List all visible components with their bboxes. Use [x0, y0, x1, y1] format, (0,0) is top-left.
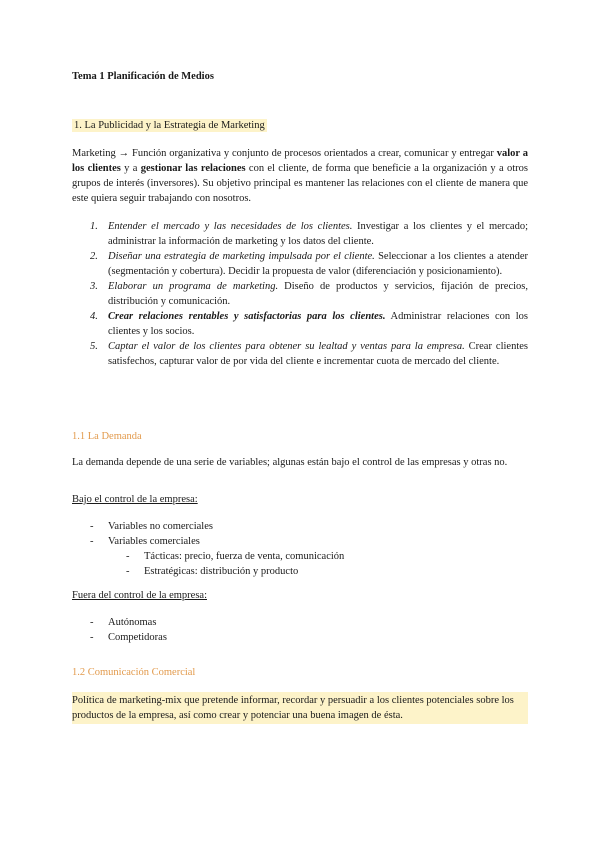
definition-text-d: con el cliente, de forma que beneficie a la organización y a otros grupos de interés (inversores). Su objetivo principal es mantener las relaciones con el cliente de manera que este quiera seguir trabajando con nosotros. — [72, 163, 528, 204]
step-number: 5. — [90, 341, 98, 352]
list-item-text: Autónomas — [108, 617, 157, 628]
marketing-step — [72, 279, 528, 309]
marketing-step — [72, 249, 528, 279]
uncontrolled-variables-list — [72, 615, 167, 645]
definition-text-a: Marketing → Función organizativa y conjunto de procesos orientados a crear, comunicar y entregar — [72, 148, 497, 159]
comunicacion-definition: Política de marketing-mix que pretende informar, recordar y persuadir a los clientes potenciales sobre los productos de la empresa, así como crear y potenciar una buena imagen de ésta. — [72, 692, 528, 724]
step-title: Entender el mercado y las necesidades de los clientes. — [108, 221, 353, 232]
list-subitem-text: Tácticas: precio, fuerza de venta, comunicación — [144, 551, 345, 562]
definition-text-c: y a — [120, 163, 141, 174]
step-text: Crear clientes satisfechos, capturar valor de por vida del cliente e incrementar cuota de mercado del cliente. — [108, 341, 528, 367]
list-item-text: Variables comerciales — [108, 536, 200, 547]
demanda-intro: La demanda depende de una serie de variables; algunas están bajo el control de las empresas y otras no. — [72, 457, 508, 468]
step-text: Administrar relaciones con los clientes y los socios. — [108, 311, 528, 337]
step-number: 1. — [90, 221, 98, 232]
marketing-definition — [72, 146, 528, 206]
step-title: Diseñar una estrategia de marketing impulsada por el cliente. — [108, 251, 375, 262]
definition-bold-gestionar: gestionar las relaciones — [140, 163, 246, 174]
document-title: Tema 1 Planificación de Medios — [72, 71, 214, 82]
list-item-text: Competidoras — [108, 632, 167, 643]
section-heading-publicidad — [72, 120, 267, 131]
section-heading-highlight: 1. La Publicidad y la Estrategia de Marketing — [74, 120, 265, 131]
step-text: Investigar a los clientes y el mercado; administrar la información de marketing y los datos del cliente. — [108, 221, 529, 247]
list-item — [72, 630, 167, 645]
step-title: Elaborar un programa de marketing. — [108, 281, 279, 292]
dash-bullet: - — [90, 536, 94, 547]
list-item-text: Variables no comerciales — [108, 521, 213, 532]
step-number: 3. — [90, 281, 98, 292]
controlled-label: Bajo el control de la empresa: — [72, 494, 198, 505]
step-title: Crear relaciones rentables y satisfactorias para los clientes. — [108, 311, 386, 322]
list-subitem — [72, 564, 344, 579]
step-text: Seleccionar a los clientes a atender (segmentación y cobertura). Decidir la propuesta de valor (diferenciación y posicionamiento). — [108, 251, 528, 277]
step-number: 4. — [90, 311, 98, 322]
list-item — [72, 534, 344, 549]
dash-bullet: - — [90, 617, 94, 628]
section-heading-demanda: 1.1 La Demanda — [72, 431, 142, 442]
list-subitem-text: Estratégicas: distribución y producto — [144, 566, 299, 577]
controlled-variables-list — [72, 519, 344, 579]
dash-bullet: - — [126, 551, 130, 562]
uncontrolled-label: Fuera del control de la empresa: — [72, 590, 207, 601]
definition-bold-valor: valor a los clientes — [72, 148, 528, 174]
marketing-steps-list — [72, 219, 528, 369]
dash-bullet: - — [126, 566, 130, 577]
step-number: 2. — [90, 251, 98, 262]
section-heading-comunicacion: 1.2 Comunicación Comercial — [72, 667, 196, 678]
marketing-step — [72, 219, 528, 249]
list-item — [72, 615, 167, 630]
list-item — [72, 519, 344, 534]
marketing-step — [72, 309, 528, 339]
marketing-step — [72, 339, 528, 369]
list-subitem — [72, 549, 344, 564]
step-title: Captar el valor de los clientes para obtener su lealtad y ventas para la empresa. — [108, 341, 465, 352]
dash-bullet: - — [90, 632, 94, 643]
dash-bullet: - — [90, 521, 94, 532]
step-text: Diseño de productos y servicios, fijación de precios, distribución y comunicación. — [108, 281, 528, 307]
